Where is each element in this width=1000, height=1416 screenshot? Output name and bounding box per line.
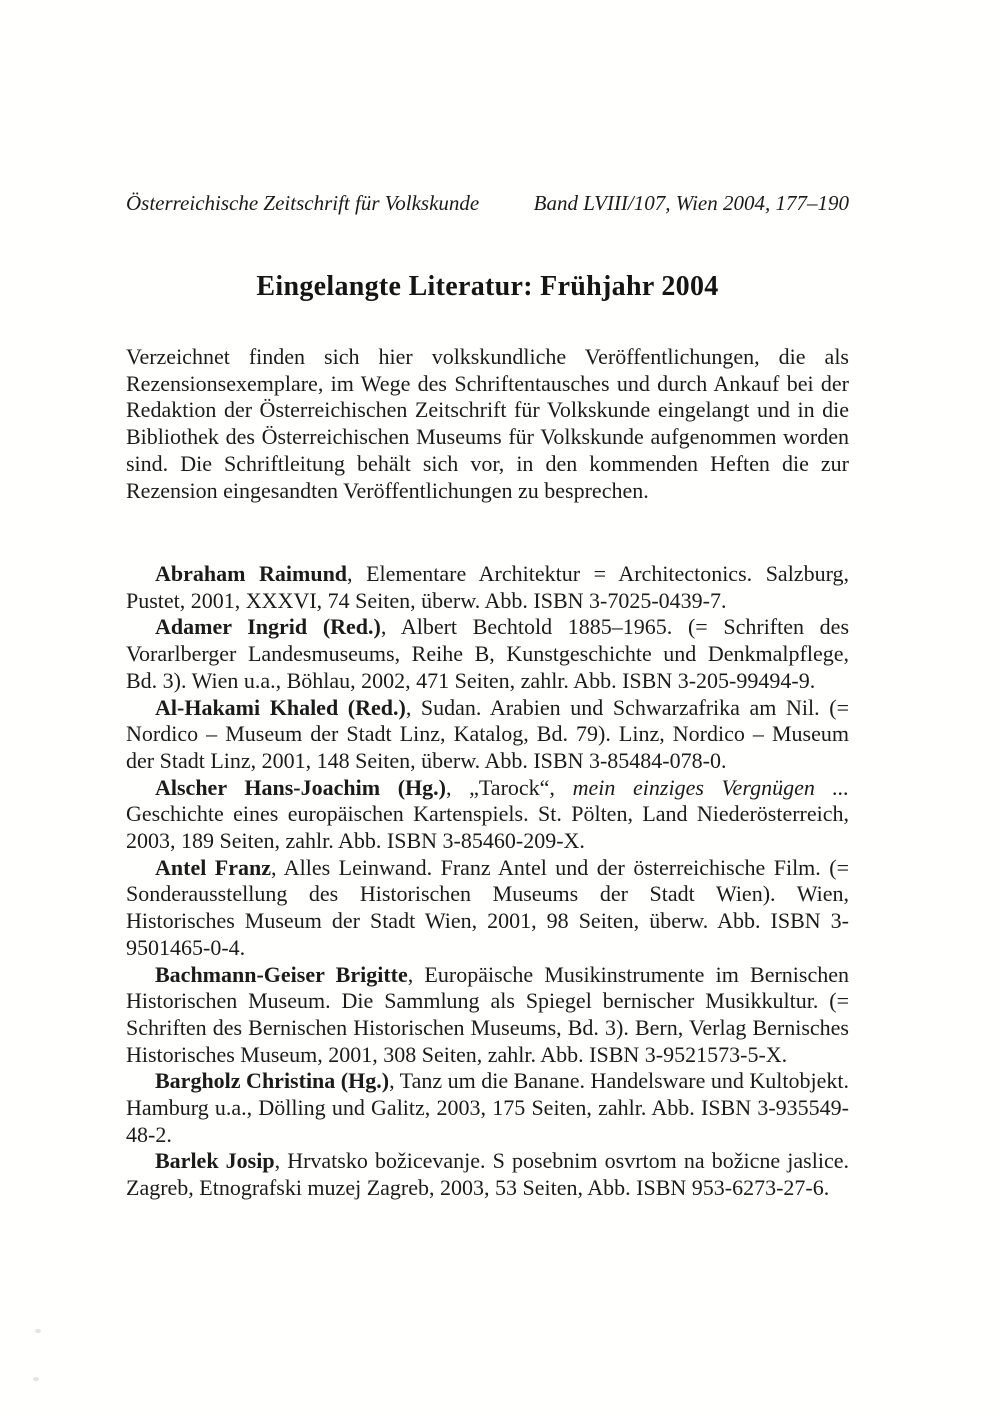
entry-segment-normal: , Sudan. Arabien und Schwarzafrika am Nil. (= Nordico – Museum der Stadt Linz, Katalog, Bd. 79). Linz, Nordico – Museum der Stadt Linz, 2001, 148 Seiten, überw. Abb. ISBN 3-85484-078-0. (126, 694, 849, 773)
entry-segment-normal: , Hrvatsko božicevanje. S posebnim osvrtom na božicne jaslice. Zagreb, Etnografski muzej Zagreb, 2003, 53 Seiten, Abb. ISBN 953-6273-27-6. (126, 1148, 849, 1201)
bibliography-entry (126, 775, 849, 855)
scan-speck (33, 1377, 39, 1381)
entry-segment-bold: Bachmann-Geiser Brigitte (155, 961, 408, 987)
bibliography-entry (126, 855, 849, 962)
entry-segment-bold: Al-Hakami Khaled (Red.) (155, 694, 406, 720)
bibliography-entry (126, 962, 849, 1069)
entry-segment-normal: , Elementare Architektur = Architectonics. Salzburg, Pustet, 2001, XXXVI, 74 Seiten, überw. Abb. ISBN 3-7025-0439-7. (126, 561, 849, 613)
entry-segment-bold: Barlek Josip (155, 1148, 275, 1174)
bibliography-entry (126, 695, 849, 775)
bibliography-entry (126, 614, 849, 694)
entry-segment-italic: mein einziges Vergnügen ... (572, 774, 849, 800)
entry-segment-bold: Bargholz Christina (Hg.) (155, 1068, 390, 1094)
page-header (126, 191, 849, 216)
entry-segment-bold: Antel Franz (155, 854, 271, 880)
entry-segment-normal: , Albert Bechtold 1885–1965. (= Schriften des Vorarlberger Landesmuseums, Reihe B, Kunstgeschichte und Denkmalpflege, Bd. 3). Wien u.a., Böhlau, 2002, 471 Seiten, zahlr. Abb. ISBN 3-205-99494-9. (126, 614, 850, 693)
bibliography-entry (126, 561, 849, 614)
entry-segment-normal: , „Tarock“, (445, 774, 573, 800)
issue-info: Band LVIII/107, Wien 2004, 177–190 (533, 191, 849, 215)
bibliography-entry (126, 1068, 849, 1148)
entry-segment-normal: , Tanz um die Banane. Handelsware und Kultobjekt. Hamburg u.a., Dölling und Galitz, 2003, 175 Seiten, zahlr. Abb. ISBN 3-935549-48-2. (126, 1068, 849, 1147)
journal-title: Österreichische Zeitschrift für Volkskunde (126, 191, 480, 215)
entry-segment-normal: , Alles Leinwand. Franz Antel und der österreichische Film. (= Sonderausstellung des Historischen Museums der Stadt Wien). Wien, Historisches Museum der Stadt Wien, 2001, 98 Seiten, überw. Abb. ISBN 3-9501465-0-4. (126, 854, 849, 960)
page-title: Eingelangte Literatur: Frühjahr 2004 (256, 271, 719, 302)
intro-paragraph: Verzeichnet finden sich hier volkskundliche Veröffentlichungen, die als Rezensionsexemplare, im Wege des Schriftentausches und durch Ankauf bei der Redaktion der Österreichischen Zeitschrift für Volkskunde eingelangt und in die Bibliothek des Österreichischen Museums für Volkskunde aufgenommen worden sind. Die Schriftleitung behält sich vor, in den kommenden Heften die zur Rezension eingesandten Veröffentlichungen zu besprechen. (126, 344, 849, 503)
scan-speck (35, 1329, 41, 1333)
entry-segment-bold: Alscher Hans-Joachim (Hg.) (155, 774, 446, 800)
bibliography-list (126, 561, 849, 1202)
entry-segment-normal: , Europäische Musikinstrumente im Bernischen Historischen Museum. Die Sammlung als Spiegel bernischer Musikkultur. (= Schriften des Bernischen Historischen Museums, Bd. 3). Bern, Verlag Bernisches Historisches Museum, 2001, 308 Seiten, zahlr. Abb. ISBN 3-9521573-5-X. (126, 961, 850, 1067)
entry-segment-normal: Geschichte eines europäischen Kartenspiels. St. Pölten, Land Niederösterreich, 2003, 189 Seiten, zahlr. Abb. ISBN 3-85460-209-X. (126, 801, 849, 854)
entry-segment-bold: Adamer Ingrid (Red.) (155, 614, 381, 640)
bibliography-entry (126, 1148, 849, 1201)
entry-segment-bold: Abraham Raimund (155, 561, 348, 586)
